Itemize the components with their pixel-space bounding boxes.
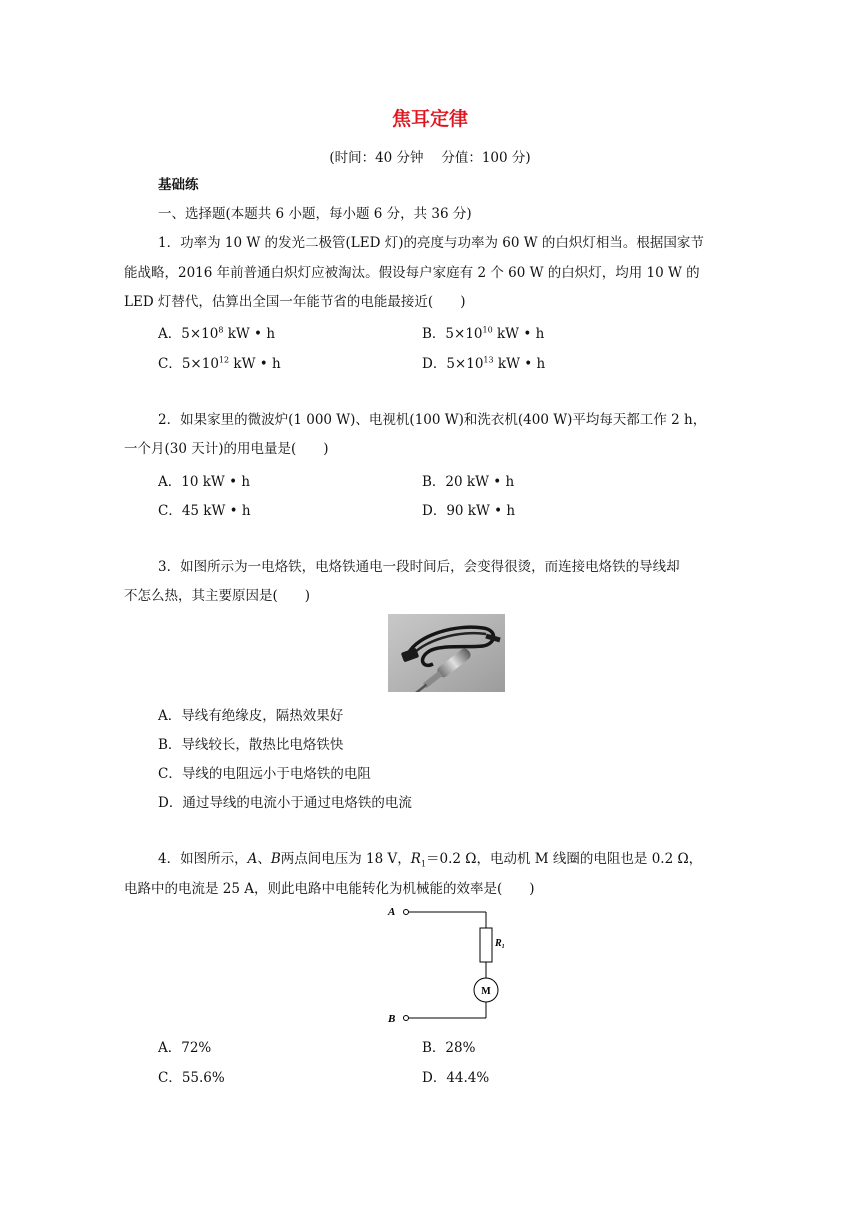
q3-option-b: B．导线较长，散热比电烙铁快: [158, 737, 344, 753]
q1-option-d: [422, 352, 545, 372]
q2-line-1: 2．如果家里的微波炉(1 000 W)、电视机(100 W)和洗衣机(400 W)平均每天都工作 2 h，: [158, 412, 707, 428]
q4-text-part-4: ＝0.2 Ω，电动机 M 线圈的电阻也是 0.2 Ω，: [426, 851, 703, 867]
resistor-r1: [480, 928, 492, 962]
q4-option-c: C．55.6%: [158, 1070, 225, 1086]
terminal-a-label: A: [388, 906, 396, 918]
q4-text-part-1: 4．如图所示，: [158, 851, 248, 867]
page-title: 焦耳定律: [391, 108, 468, 130]
q1-option-b-base: B．5×10: [422, 326, 483, 342]
q4-option-b: B．28%: [422, 1040, 476, 1056]
q3-line-2: 不怎么热，其主要原因是( ): [124, 588, 311, 604]
q4-line-2: 电路中的电流是 25 A，则此电路中电能转化为机械能的效率是( ): [124, 881, 535, 897]
q1-option-d-base: D．5×10: [422, 356, 484, 372]
q4-point-b: B: [270, 851, 281, 867]
q1-option-c-exp: 12: [218, 355, 230, 365]
terminal-a: [404, 910, 409, 915]
q2-line-2: 一个月(30 天计)的用电量是( ): [124, 441, 329, 457]
q4-text-part-3: 两点间电压为 18 V，: [280, 851, 411, 867]
q4-option-a: A．72%: [158, 1040, 212, 1056]
terminal-b: [404, 1016, 409, 1021]
q4-line-1: [158, 850, 702, 874]
q4-option-d: D．44.4%: [422, 1070, 490, 1086]
motor-label: M: [481, 986, 491, 997]
terminal-b-label: B: [388, 1013, 396, 1025]
q4-text-part-2: 、: [257, 851, 271, 867]
q1-option-b: [422, 322, 544, 342]
q1-line-3: LED 灯替代，估算出全国一年能节省的电能最接近( ): [124, 294, 466, 310]
page-subtitle: (时间：40 分钟 分值：100 分): [329, 150, 531, 166]
q4-resistor-symbol: R: [410, 851, 421, 867]
q1-option-a-exp: 8: [218, 325, 224, 335]
q1-option-b-unit: kW • h: [492, 326, 545, 342]
q3-option-c: C．导线的电阻远小于电烙铁的电阻: [158, 766, 371, 782]
q1-line-2: 能战略，2016 年前普通白炽灯应被淘汰。假设每户家庭有 2 个 60 W 的白炽灯，均用 10 W 的: [124, 265, 700, 281]
soldering-iron-photo: [388, 614, 505, 692]
q1-option-a-unit: kW • h: [223, 326, 276, 342]
q1-line-1: 1．功率为 10 W 的发光二极管(LED 灯)的亮度与功率为 60 W 的白炽灯相当。根据国家节: [158, 235, 704, 251]
q1-option-a-base: A．5×10: [158, 326, 219, 342]
q2-option-d: D．90 kW • h: [422, 503, 516, 519]
q4-resistor-subscript: 1: [420, 859, 427, 869]
q1-option-d-exp: 13: [483, 355, 494, 365]
q1-option-c: [158, 352, 281, 372]
q3-option-a: A．导线有绝缘皮，隔热效果好: [158, 708, 344, 724]
part-heading: 一、选择题(本题共 6 小题，每小题 6 分，共 36 分): [158, 206, 472, 222]
resistor-label: $R_1$: [495, 938, 505, 950]
q1-option-a: [158, 322, 275, 342]
q2-option-a: A．10 kW • h: [158, 474, 251, 490]
q3-option-d: D．通过导线的电流小于通过电烙铁的电流: [158, 795, 412, 811]
q1-option-c-unit: kW • h: [229, 356, 281, 372]
q1-option-b-exp: 10: [482, 325, 493, 335]
q3-line-1: 3．如图所示为一电烙铁，电烙铁通电一段时间后，会变得很烫，而连接电烙铁的导线却: [158, 559, 680, 575]
section-heading: 基础练: [158, 177, 199, 193]
q4-point-a: A: [247, 851, 258, 867]
circuit-diagram: [386, 900, 506, 1028]
q1-option-c-base: C．5×10: [158, 356, 219, 372]
q2-option-c: C．45 kW • h: [158, 503, 251, 519]
q2-option-b: B．20 kW • h: [422, 474, 515, 490]
q1-option-d-unit: kW • h: [493, 356, 546, 372]
